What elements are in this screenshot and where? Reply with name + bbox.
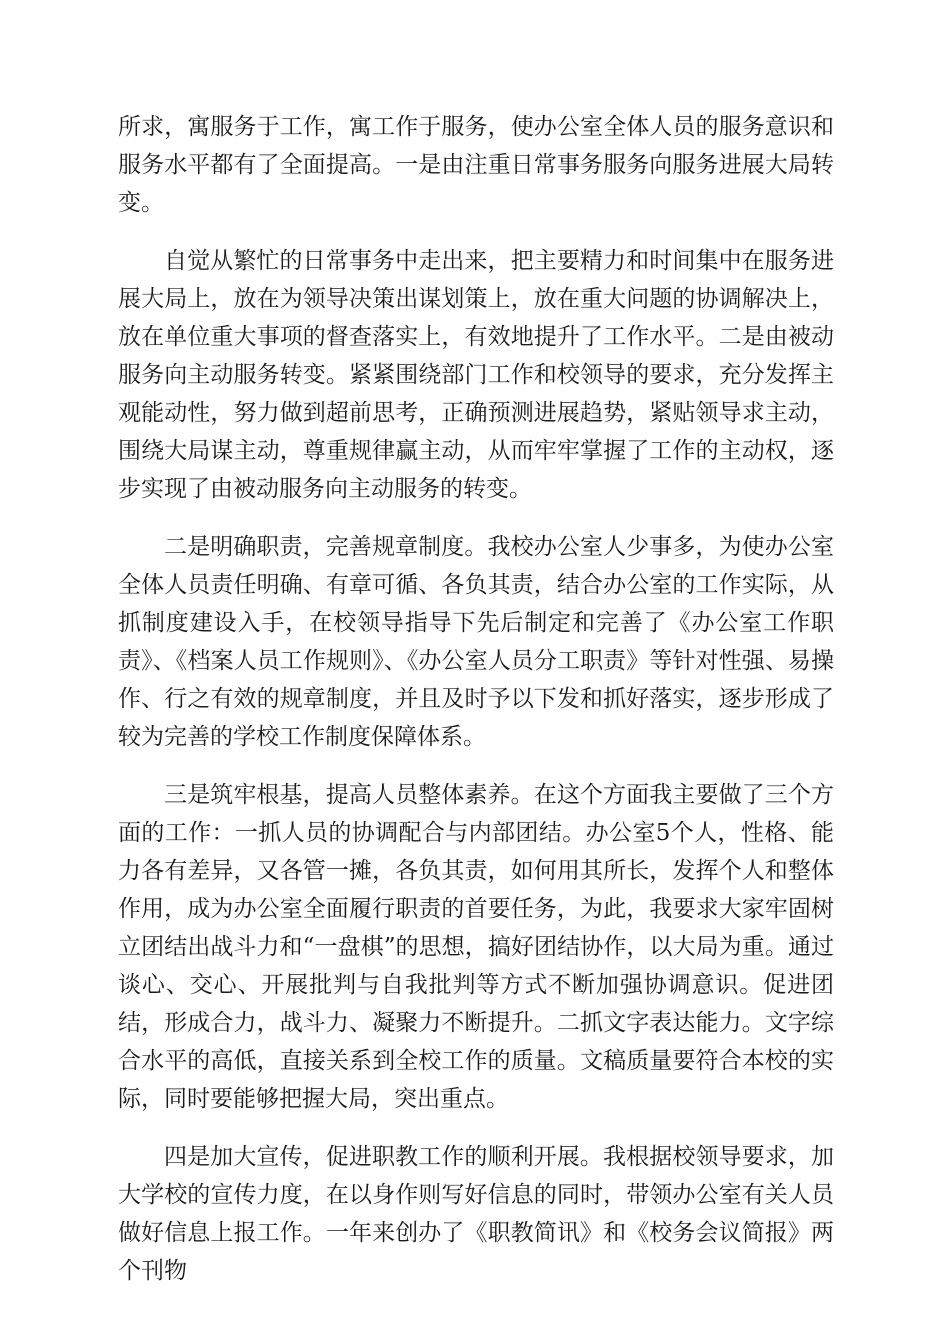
paragraph-continuation: 所求，寓服务于工作，寓工作于服务，使办公室全体人员的服务意识和服务水平都有了全面提高。一是由注重日常事务服务向服务进展大局转变。 bbox=[118, 114, 834, 216]
paragraph-staff-quality: 三是筑牢根基，提高人员整体素养。在这个方面我主要做了三个方面的工作：一抓人员的协调配合与内部团结。办公室5个人，性格、能力各有差异，又各管一摊，各负其责，如何用其所长，发挥个人和整体作用，成为办公室全面履行职责的首要任务，为此，我要求大家牢固树立团结出战斗力和“一盘棋”的思想，搞好团结协作，以大局为重。通过谈心、交心、开展批判与自我批判等方式不断加强协调意识。促进团结，形成合力，战斗力、凝聚力不断提升。二抓文字表达能力。文字综合水平的高低，直接关系到全校工作的质量。文稿质量要符合本校的实际，同时要能够把握大局，突出重点。 bbox=[118, 782, 834, 1112]
paragraph-responsibilities: 二是明确职责，完善规章制度。我校办公室人少事多，为使办公室全体人员责任明确、有章可循、各负其责，结合办公室的工作实际，从抓制度建设入手，在校领导指导下先后制定和完善了《办公室工作职责》、《档案人员工作规则》、《办公室人员分工职责》等针对性强、易操作、行之有效的规章制度，并且及时予以下发和抓好落实，逐步形成了较为完善的学校工作制度保障体系。 bbox=[118, 534, 834, 750]
paragraph-service-shift: 自觉从繁忙的日常事务中走出来，把主要精力和时间集中在服务进展大局上，放在为领导决策出谋划策上，放在重大问题的协调解决上，放在单位重大事项的督查落实上，有效地提升了工作水平。二是由被动服务向主动服务转变。紧紧围绕部门工作和校领导的要求，充分发挥主观能动性，努力做到超前思考，正确预测进展趋势，紧贴领导求主动，围绕大局谋主动，尊重规律赢主动，从而牢牢掌握了工作的主动权，逐步实现了由被动服务向主动服务的转变。 bbox=[118, 248, 834, 502]
paragraph-publicity: 四是加大宣传，促进职教工作的顺利开展。我根据校领导要求，加大学校的宣传力度，在以身作则写好信息的同时，带领办公室有关人员做好信息上报工作。一年来创办了《职教简讯》和《校务会议简报》两个刊物 bbox=[118, 1144, 834, 1284]
document-body bbox=[118, 108, 834, 1310]
